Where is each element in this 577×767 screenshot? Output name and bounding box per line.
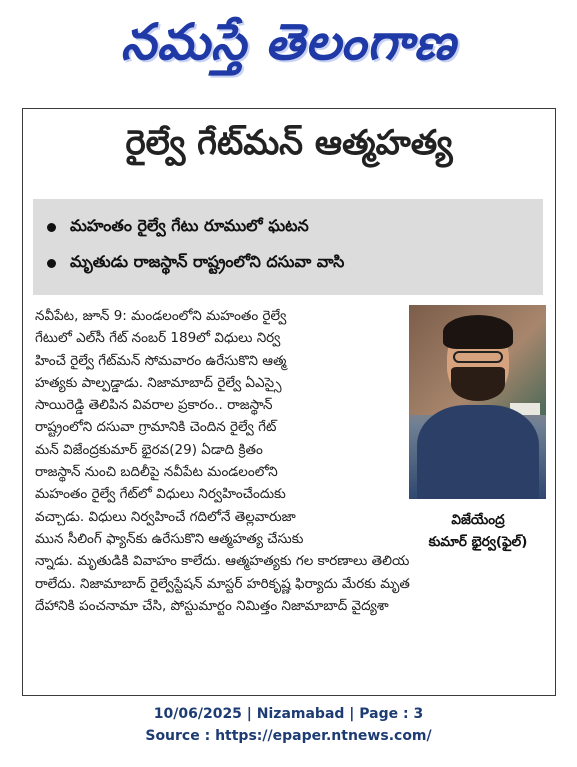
photo-caption	[405, 509, 551, 553]
body-line: మున సీలింగ్ ఫ్యాన్‌కు ఉరేసుకొని ఆత్మహత్య చేసుకు	[35, 530, 304, 547]
body-line: దేహానికి పంచనామా చేసి, పోస్టుమార్టం నిమిత్తం నిజామాబాద్ వైద్యశా	[35, 597, 389, 614]
body-line: మహంతం రైల్వే గేట్‌లో విధులు నిర్వహించేందుకు	[35, 486, 286, 503]
caption-line: విజేయేంద్ర	[451, 512, 505, 528]
body-line: నవీపేట, జూన్ 9: మండలంలోని మహంతం రైల్వే	[35, 308, 287, 324]
bullet-icon	[47, 223, 56, 232]
body-line: రాలేదు. నిజామాబాద్ రైల్వేస్టేషన్ మాస్టర్ హరికృష్ణ ఫిర్యాదు మేరకు మృత	[35, 575, 410, 592]
article-headline: రైల్వే గేట్‌మన్ ఆత్మహత్య	[125, 123, 453, 163]
body-line: హించే రైల్వే గేట్‌మన్ సోమవారం ఉరేసుకొని ఆత్మ	[35, 352, 287, 369]
highlight-item	[47, 209, 529, 245]
bullet-icon	[47, 259, 56, 268]
footer-source	[0, 703, 577, 747]
body-line: రాష్ట్రంలోని దసువా గ్రామానికి చెందిన రైల్వే గేట్	[35, 419, 277, 436]
newspaper-logo: నమస్తే తెలంగాణ	[120, 12, 457, 71]
footer-date-line: 10/06/2025 | Nizamabad | Page : 3	[153, 706, 424, 722]
photo-shirt	[417, 405, 539, 499]
body-line: వచ్చాడు. విధులు నిర్వహించే గదిలోనే తెల్లవారుజా	[35, 508, 296, 525]
body-line: గేటులో ఎల్‌సీ గేట్ నంబర్ 189లో విధులు నిర్వ	[35, 330, 281, 347]
footer-source-line: Source : https://epaper.ntnews.com/	[145, 728, 432, 744]
person-photo	[409, 305, 546, 499]
highlight-text: మహంతం రైల్వే గేటు రూములో ఘటన	[70, 215, 309, 235]
highlights-box	[33, 199, 543, 295]
body-line: హత్యకు పాల్పడ్డాడు. నిజామాబాద్ రైల్వే ఏఎస్సై	[35, 374, 282, 391]
caption-line: కుమార్ భైర్వ(ఫైల్)	[428, 534, 528, 550]
photo-beard	[451, 367, 505, 401]
body-line: న్నాడు. మృతుడికి వివాహం కాలేదు. ఆత్మహత్యకు గల కారణాలు తెలియ	[35, 553, 410, 570]
body-line: మన్ విజేంద్రకుమార్ భైరవ(29) ఏడాది క్రితం	[35, 441, 263, 458]
body-line: సాయిరెడ్డి తెలిపిన వివరాల ప్రకారం.. రాజస్థాన్	[35, 397, 273, 414]
photo-hair	[443, 315, 513, 349]
highlight-text: మృతుడు రాజస్థాన్ రాష్ట్రంలోని దసువా వాసి	[70, 251, 345, 271]
article-clipping	[22, 108, 556, 696]
masthead	[0, 0, 577, 96]
photo-glasses	[453, 351, 503, 363]
body-line: రాజస్థాన్ నుంచి బదిలీపై నవీపేట మండలంలోని	[35, 464, 278, 481]
highlight-item	[47, 245, 529, 281]
